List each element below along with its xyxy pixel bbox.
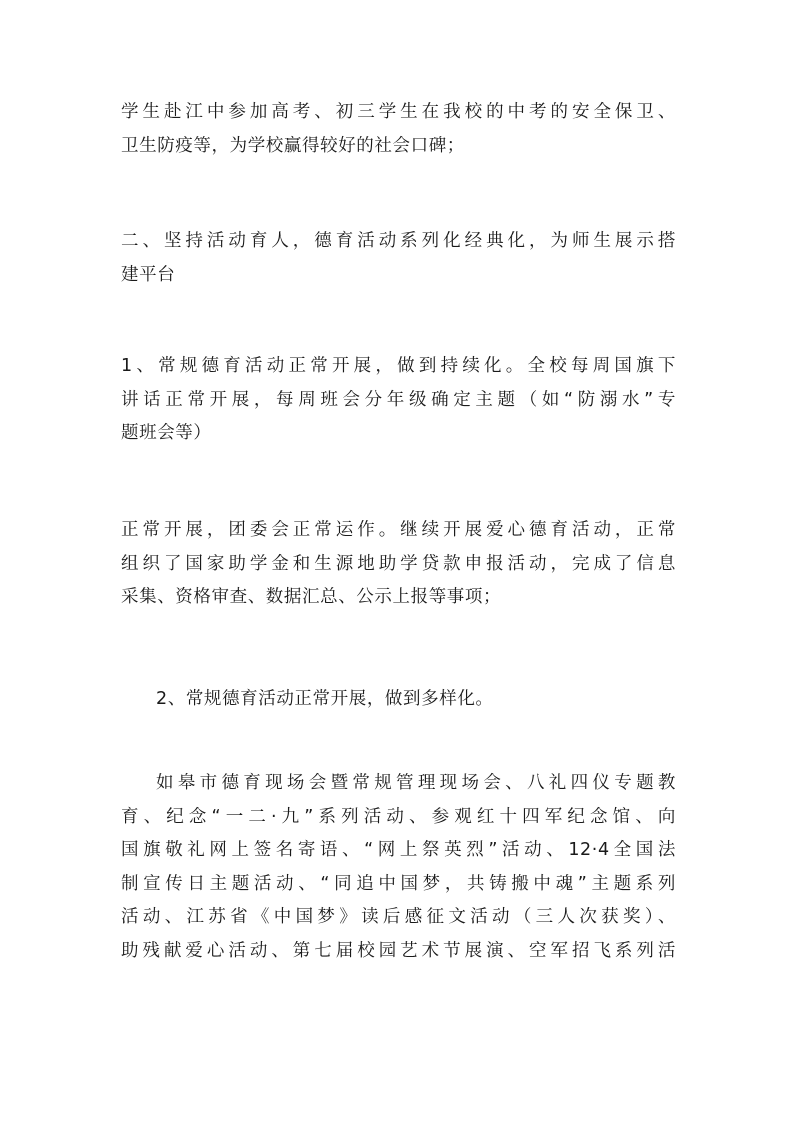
text-line: 建平台 [121,264,176,285]
text-line: 育、纪念“一二·九”系列活动、参观红十四军纪念馆、向 [121,806,676,827]
paragraph-activities [121,767,676,968]
text-line: 学生赴江中参加高考、初三学生在我校的中考的安全保卫、 [121,102,676,122]
text-line: 卫生防疫等，为学校赢得较好的社会口碑； [121,135,465,156]
text-line: 正常开展，团委会正常运作。继续开展爱心德育活动，正常 [121,520,676,540]
text-line: 活动、江苏省《中国梦》读后感征文活动（三人次获奖）、 [121,907,676,927]
paragraph-league [121,514,676,615]
paragraph-safety [121,96,676,163]
text-line: 二、坚持活动育人，德育活动系列化经典化，为师生展示搭 [121,231,676,251]
text-line: 组织了国家助学金和生源地助学贷款申报活动，完成了信息 [121,553,676,574]
text-line: 讲话正常开展，每周班会分年级确定主题（如“防溺水”专 [121,389,676,410]
text-line: 采集、资格审查、数据汇总、公示上报等事项； [121,587,502,607]
paragraph-item-1 [121,350,676,451]
text-line: 2、常规德育活动正常开展，做到多样化。 [156,689,494,709]
text-line: 如皋市德育现场会暨常规管理现场会、八礼四仪专题教 [156,773,676,793]
text-line: 国旗敬礼网上签名寄语、“网上祭英烈”活动、12·4全国法 [121,840,676,860]
section-heading-2 [121,225,676,292]
text-line: 题班会等） [121,423,212,443]
text-line: 助残献爱心活动、第七届校园艺术节展演、空军招飞系列活 [121,940,676,961]
text-line: 制宣传日主题活动、“同追中国梦，共铸搬中魂”主题系列 [121,873,676,894]
text-line: 1、常规德育活动正常开展，做到持续化。全校每周国旗下 [121,356,676,376]
paragraph-item-2 [156,683,676,717]
